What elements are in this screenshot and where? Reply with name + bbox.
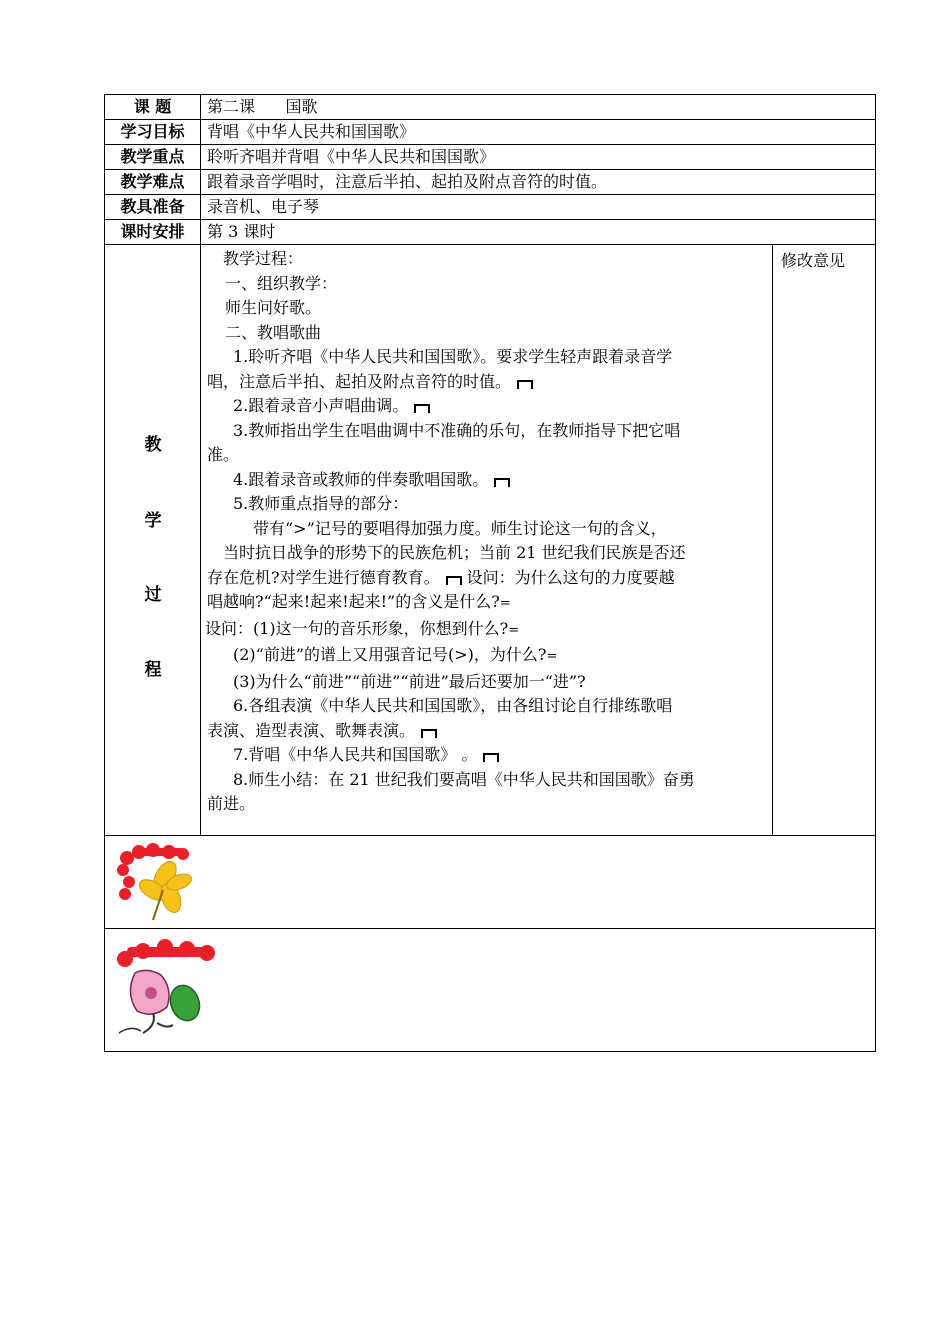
step-1b-text: 唱，注意后半拍、起拍及附点音符的时值。 [207, 371, 512, 391]
side-char-3: 过 [144, 585, 162, 605]
label-topic: 课 题 [105, 95, 201, 120]
step-2 [205, 394, 768, 419]
step-1b [205, 370, 768, 395]
side-char-1: 教 [144, 435, 162, 455]
question-3: (3)为什么“前进”“前进”“前进”最后还要加一“进”? [233, 671, 586, 691]
step-7 [205, 743, 768, 768]
reflection-flower-icon [113, 840, 203, 926]
row-objective [105, 120, 876, 145]
step-5-detail-d-text: 唱越响?“起来!起来!起来!”的含义是什么? [207, 592, 500, 611]
question-2-text: (2)“前进”的谱上又用强音记号(>)，为什么? [233, 645, 547, 664]
return-mark-icon [414, 404, 430, 413]
question-2 [205, 643, 768, 670]
section-teach-song: 二、教唱歌曲 [225, 322, 322, 342]
step-8b: 前进。 [207, 794, 256, 813]
process-heading: 教学过程： [223, 249, 304, 268]
equal-mark-icon: = [499, 596, 511, 611]
return-mark-icon [494, 478, 510, 487]
value-schedule: 第 3 课时 [201, 220, 876, 245]
reflection-section [105, 836, 876, 929]
question-1-text: 设问：(1)这一句的音乐形象，你想到什么? [205, 618, 509, 638]
process-side-label [105, 245, 201, 836]
value-key-point: 聆听齐唱并背唱《中华人民共和国国歌》 [201, 145, 876, 170]
label-objective: 学习目标 [105, 120, 201, 145]
return-mark-icon [421, 729, 437, 738]
side-char-2: 学 [144, 511, 162, 531]
row-key-point [105, 145, 876, 170]
step-3b: 准。 [207, 445, 240, 464]
value-materials: 录音机、电子琴 [201, 195, 876, 220]
step-8a: 8.师生小结：在 21 世纪我们要高唱《中华人民共和国国歌》奋勇 [233, 769, 695, 789]
homework-section [105, 929, 876, 1052]
step-5: 5.教师重点指导的部分： [233, 494, 409, 513]
label-schedule: 课时安排 [105, 220, 201, 245]
step-2-text: 2.跟着录音小声唱曲调。 [233, 396, 409, 415]
step-5-detail-b: 当时抗日战争的形势下的民族危机；当前 21 世纪我们民族是否还 [223, 543, 686, 562]
step-1a: 1.聆听齐唱《中华人民共和国国歌》。要求学生轻声跟着录音学 [233, 347, 673, 366]
label-key-point: 教学重点 [105, 145, 201, 170]
row-schedule [105, 220, 876, 245]
step-5-detail-d [205, 590, 768, 617]
step-6a: 6.各组表演《中华人民共和国国歌》，由各组讨论自行排练歌唱 [233, 696, 673, 715]
process-content [201, 245, 773, 836]
greeting-line: 师生问好歌。 [225, 298, 322, 317]
value-difficulty: 跟着录音学唱时，注意后半拍、起拍及附点音符的时值。 [201, 170, 876, 195]
section-organize: 一、组织教学： [225, 273, 338, 293]
revision-notes-header: 修改意见 [781, 251, 846, 270]
equal-mark-icon: = [508, 622, 520, 638]
label-materials: 教具准备 [105, 195, 201, 220]
step-6b [205, 719, 768, 744]
return-mark-icon [517, 380, 533, 389]
step-6b-text: 表演、造型表演、歌舞表演。 [207, 720, 416, 740]
row-difficulty [105, 170, 876, 195]
value-topic: 第二课 国歌 [201, 95, 876, 120]
return-mark-icon [446, 576, 462, 585]
step-7-text: 7.背唱《中华人民共和国国歌》 。 [233, 745, 478, 764]
revision-notes-column [773, 245, 876, 836]
step-5-detail-c-text: 存在危机?对学生进行德育教育。 [207, 567, 440, 587]
step-4 [205, 468, 768, 493]
lesson-plan-table [104, 94, 876, 1052]
step-4-text: 4.跟着录音或教师的伴奏歌唱国歌。 [233, 469, 489, 489]
step-5-detail-c [205, 566, 768, 591]
lesson-plan-sheet [104, 94, 875, 1052]
row-materials [105, 195, 876, 220]
value-objective: 背唱《中华人民共和国国歌》 [201, 120, 876, 145]
label-difficulty: 教学难点 [105, 170, 201, 195]
row-reflection [105, 836, 876, 929]
homework-flower-icon [113, 933, 233, 1043]
return-mark-icon [483, 753, 499, 762]
step-5-question: 设问：为什么这句的力度要越 [461, 567, 675, 587]
row-homework [105, 929, 876, 1052]
row-topic [105, 95, 876, 120]
step-3a: 3.教师指出学生在唱曲调中不准确的乐句，在教师指导下把它唱 [233, 420, 681, 440]
side-char-4: 程 [144, 660, 162, 680]
equal-mark-icon: = [546, 649, 558, 664]
step-5-detail-a: 带有“>”记号的要唱得加强力度。师生讨论这一句的含义， [253, 518, 667, 538]
question-1 [205, 617, 768, 644]
row-process [105, 245, 876, 836]
